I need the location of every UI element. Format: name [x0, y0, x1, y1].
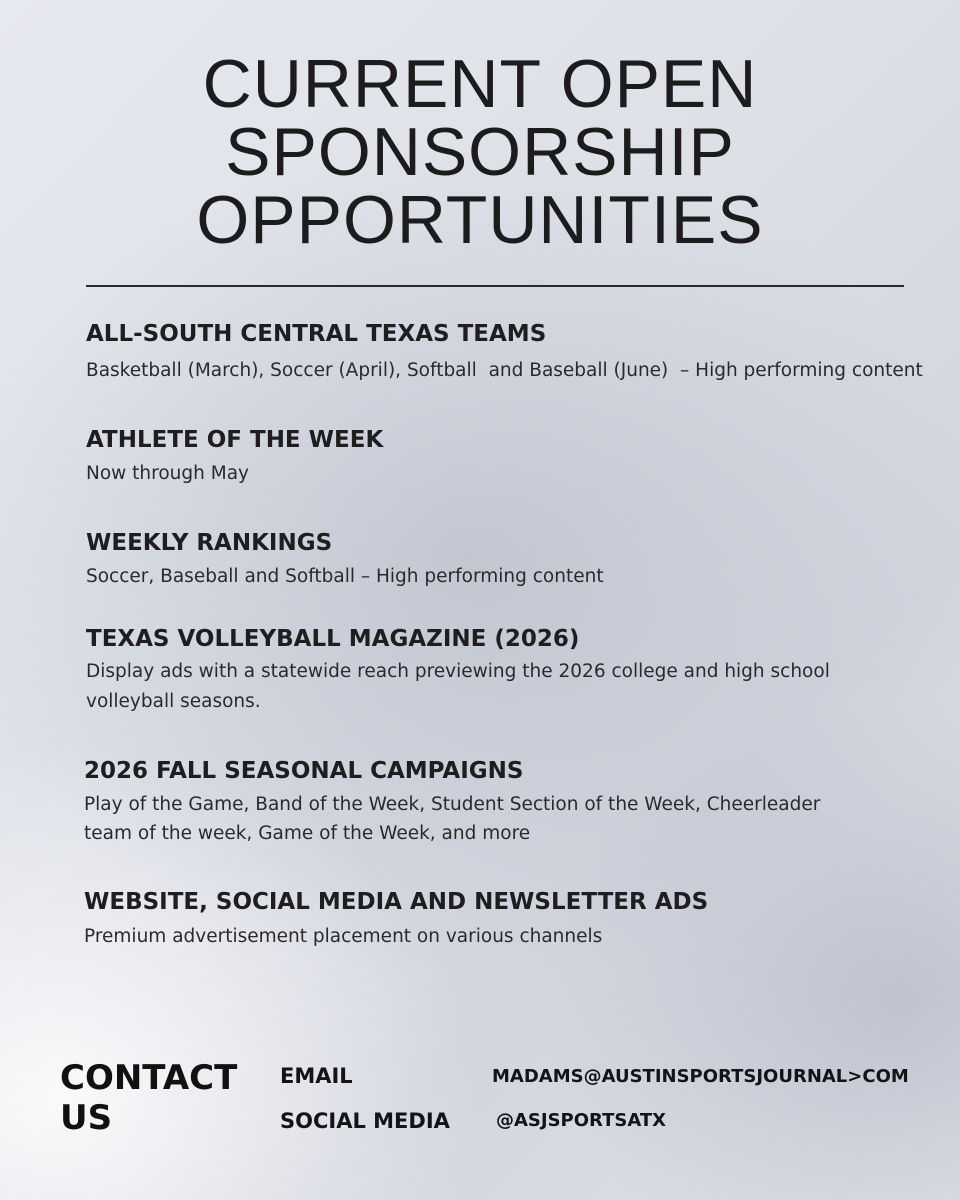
section-heading-athlete-of-the-week: ATHLETE OF THE WEEK: [86, 427, 384, 453]
email-label: EMAIL: [280, 1064, 353, 1088]
section-description-line-1: Display ads with a statewide reach previewing the 2026 college and high school: [86, 661, 830, 682]
section-description-line-2: volleyball seasons.: [86, 691, 261, 712]
section-heading: ALL-SOUTH CENTRAL TEXAS TEAMS: [86, 321, 547, 347]
section-description: Now through May: [86, 463, 249, 484]
contact-label-line-2: US: [60, 1098, 113, 1138]
contact-label-line-1: CONTACT: [60, 1058, 238, 1098]
section-description-line-2: team of the week, Game of the Week, and more: [84, 823, 531, 844]
page-title: [0, 46, 960, 258]
section-heading-fall-seasonal-campaigns: 2026 FALL SEASONAL CAMPAIGNS: [84, 758, 524, 784]
title-line-2: SPONSORSHIP: [225, 114, 735, 190]
section-heading-website-social-newsletter-ads: WEBSITE, SOCIAL MEDIA AND NEWSLETTER ADS: [84, 889, 709, 915]
email-value-link[interactable]: MADAMS@AUSTINSPORTSJOURNAL>COM: [492, 1066, 909, 1087]
section-heading-weekly-rankings: WEEKLY RANKINGS: [86, 530, 333, 556]
social-media-label: SOCIAL MEDIA: [280, 1109, 450, 1133]
contact-us-label: [60, 1058, 237, 1138]
title-line-1: CURRENT OPEN: [202, 46, 758, 122]
title-line-3: OPPORTUNITIES: [196, 182, 764, 258]
social-handle-link[interactable]: @ASJSPORTSATX: [496, 1110, 667, 1131]
title-divider: [86, 285, 904, 287]
section-description: Basketball (March), Soccer (April), Softball and Baseball (June) – High performing content: [86, 360, 923, 381]
section-description: Soccer, Baseball and Softball – High performing content: [86, 566, 604, 587]
section-description: Premium advertisement placement on various channels: [84, 926, 603, 947]
section-description-line-1: Play of the Game, Band of the Week, Student Section of the Week, Cheerleader: [84, 794, 821, 815]
section-all-south-central-texas-teams: [86, 320, 546, 348]
section-heading-texas-volleyball-magazine: TEXAS VOLLEYBALL MAGAZINE (2026): [86, 626, 580, 652]
